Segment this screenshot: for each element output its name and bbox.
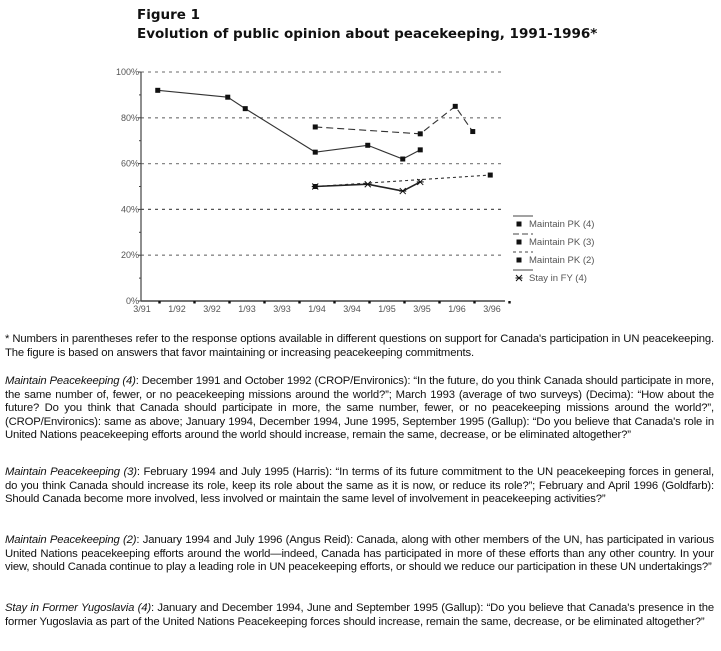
figure-title: Evolution of public opinion about peacekeeping, 1991-1996* bbox=[137, 26, 598, 42]
square-marker bbox=[365, 143, 370, 148]
y-tick-label: 0% bbox=[125, 296, 139, 306]
legend-item bbox=[513, 270, 587, 284]
x-tick bbox=[263, 301, 265, 304]
y-tick-label: 20% bbox=[120, 250, 139, 261]
x-tick-label: 1/94 bbox=[308, 304, 326, 314]
figure-heading bbox=[137, 6, 597, 44]
x-tick bbox=[298, 301, 300, 304]
note-text: : February 1994 and July 1995 (Harris): “In terms of its future commitment to the UN peacekeeping forces in general, do you think Canada should increase its role, keep its role about the same as it is now, or reduce its role?”; February and April 1996 (Goldfarb): Should Canada become more involved, less involved or maintain the same level of involvement in peacekeeping activities?” bbox=[5, 466, 714, 506]
x-tick-label: 3/95 bbox=[413, 304, 431, 314]
x-tick bbox=[368, 301, 370, 304]
x-tick bbox=[438, 301, 440, 304]
square-marker bbox=[418, 131, 423, 136]
square-marker bbox=[400, 157, 405, 162]
gridlines bbox=[141, 72, 505, 255]
legend-label: Stay in FY (4) bbox=[529, 273, 587, 284]
note-label: Maintain Peacekeeping (2) bbox=[5, 534, 137, 546]
note-label: Maintain Peacekeeping (3) bbox=[5, 466, 137, 478]
note-text: : December 1991 and October 1992 (CROP/Environics): “In the future, do you think Canada should participate in more, the same number of, fewer, or no peacekeeping missions around the world?”; March 1993 (average of two surveys) (Decima): “How about the future? Do you think that Canada should participate in more, the same number, fewer, or no peacekeeping missions around the world?”, (CROP/Environics): same as above; January 1994, December 1994, June 1995, September 1995 (Gallup): “Do you believe that Canada's role in United Nations peacekeeping efforts around the world should increase, remain the same, decrease, or be eliminated altogether?” bbox=[5, 375, 714, 442]
square-marker bbox=[313, 150, 318, 155]
x-tick-label: 3/94 bbox=[343, 304, 361, 314]
square-marker bbox=[517, 240, 522, 245]
x-tick-label: 1/95 bbox=[378, 304, 396, 314]
x-tick-label: 3/96 bbox=[483, 304, 501, 314]
square-marker bbox=[453, 104, 458, 109]
x-tick-label: 1/93 bbox=[238, 304, 256, 314]
note-text: : January and December 1994, June and September 1995 (Gallup): “Do you believe that Canada's presence in the former Yugoslavia as part of the United Nations Peacekeeping forces should increase, remain the same, decrease, or be eliminated altogether?” bbox=[5, 602, 714, 628]
y-tick-label: 80% bbox=[120, 112, 139, 123]
star-marker bbox=[417, 179, 424, 185]
legend-label: Maintain PK (3) bbox=[529, 237, 595, 248]
note-item bbox=[5, 466, 714, 507]
series-maintain-pk-3 bbox=[313, 104, 476, 136]
x-tick bbox=[333, 301, 335, 304]
x-tick-label: 3/91 bbox=[133, 304, 151, 314]
legend-item bbox=[513, 216, 594, 230]
x-tick bbox=[158, 301, 160, 304]
note-label: Maintain Peacekeeping (4) bbox=[5, 375, 136, 387]
x-tick-label: 3/93 bbox=[273, 304, 291, 314]
x-tick bbox=[403, 301, 405, 304]
series-lines bbox=[155, 88, 493, 194]
footnote: * Numbers in parentheses refer to the response options available in different questions on support for Canada's participation in UN peacekeeping. The figure is based on answers that favor maintaining or increasing peacekeeping commitments. bbox=[5, 333, 714, 359]
series-maintain-pk-4 bbox=[155, 88, 423, 162]
x-tick-label: 1/92 bbox=[168, 304, 186, 314]
series-line bbox=[315, 106, 473, 133]
axes bbox=[116, 67, 511, 314]
note-text: : January 1994 and July 1996 (Angus Reid): Canada, along with other members of the UN, has participated in various United Nations peacekeeping efforts around the world—indeed, Canada has participated in more of these efforts than any other country. In your view, should Canada continue to play a leading role in UN peacekeeping efforts, or should we reduce our participation in these UN undertakings?” bbox=[5, 534, 715, 574]
legend-label: Maintain PK (2) bbox=[529, 255, 595, 266]
legend-item bbox=[513, 234, 594, 248]
line-chart bbox=[0, 55, 640, 325]
y-tick-label: 100% bbox=[115, 67, 139, 77]
square-marker bbox=[225, 95, 230, 100]
series-stay-in-fy-4 bbox=[312, 179, 424, 194]
x-tick bbox=[473, 301, 475, 304]
x-tick-label: 1/96 bbox=[448, 304, 466, 314]
note-item bbox=[5, 534, 714, 575]
x-tick bbox=[228, 301, 230, 304]
square-marker bbox=[517, 222, 522, 227]
note-label: Stay in Former Yugoslavia (4) bbox=[5, 602, 152, 614]
square-marker bbox=[488, 173, 493, 178]
legend-item bbox=[513, 252, 594, 266]
y-tick-label: 40% bbox=[120, 204, 139, 215]
square-marker bbox=[243, 106, 248, 111]
note-item bbox=[5, 375, 714, 443]
square-marker bbox=[313, 124, 318, 129]
star-marker bbox=[516, 275, 523, 281]
legend-label: Maintain PK (4) bbox=[529, 219, 595, 230]
legend bbox=[513, 216, 594, 284]
x-tick bbox=[193, 301, 195, 304]
square-marker bbox=[470, 129, 475, 134]
square-marker bbox=[155, 88, 160, 93]
x-tick bbox=[508, 301, 510, 304]
y-tick-label: 60% bbox=[120, 158, 139, 169]
x-tick-label: 3/92 bbox=[203, 304, 221, 314]
series-line bbox=[158, 90, 421, 159]
series-maintain-pk-2 bbox=[313, 173, 493, 189]
star-marker bbox=[399, 188, 406, 194]
square-marker bbox=[418, 147, 423, 152]
star-marker bbox=[364, 181, 371, 187]
square-marker bbox=[517, 258, 522, 263]
figure-number: Figure 1 bbox=[137, 7, 201, 23]
note-item bbox=[5, 602, 714, 629]
